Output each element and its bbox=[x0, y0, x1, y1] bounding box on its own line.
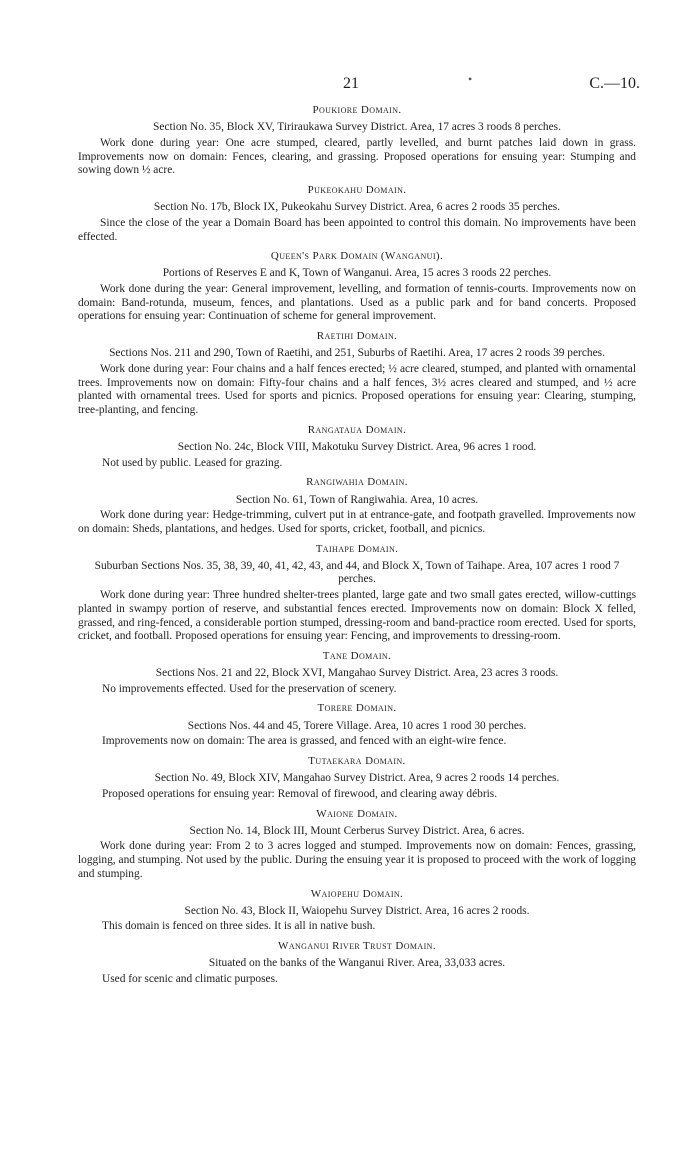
domain-title: Torere Domain. bbox=[317, 702, 397, 715]
section-paragraph: Since the close of the year a Domain Board has been appointed to control this domain. No improvements have been effected. bbox=[78, 216, 636, 243]
domain-section bbox=[78, 330, 636, 418]
page-number: 21 bbox=[343, 75, 359, 92]
domain-title: Tane Domain. bbox=[322, 649, 392, 662]
section-description: Sections Nos. 21 and 22, Block XVI, Mangahao Survey District. Area, 23 acres 3 roods. bbox=[155, 667, 559, 680]
section-description: Section No. 43, Block II, Waiopehu Survey District. Area, 16 acres 2 roods. bbox=[184, 904, 530, 917]
section-paragraph: This domain is fenced on three sides. It is all in native bush. bbox=[102, 920, 376, 933]
domain-section bbox=[78, 104, 636, 178]
page-header bbox=[0, 74, 700, 94]
section-paragraph: Improvements now on domain: The area is grassed, and fenced with an eight-wire fence. bbox=[102, 735, 507, 748]
section-description: Sections Nos. 44 and 45, Torere Village. Area, 10 acres 1 rood 30 perches. bbox=[187, 719, 527, 732]
domain-section bbox=[78, 755, 636, 802]
section-paragraph: Work done during year: One acre stumped, cleared, partly levelled, and burnt patches laid down in grass. Improvements now on domain: Fences, clearing, and grassing. Proposed operations for ensuing year: Stumping and sowing down ½ acre. bbox=[78, 136, 636, 177]
domain-section bbox=[78, 476, 636, 536]
document-body bbox=[78, 104, 636, 993]
domain-title: Rangiwahia Domain. bbox=[306, 476, 408, 489]
domain-title: Wanganui River Trust Domain. bbox=[278, 940, 436, 953]
domain-title: Queen's Park Domain (Wanganui). bbox=[270, 250, 444, 263]
section-paragraph: Used for scenic and climatic purposes. bbox=[102, 972, 278, 985]
domain-section bbox=[78, 650, 636, 697]
domain-title: Waione Domain. bbox=[316, 807, 398, 820]
section-paragraph: Not used by public. Leased for grazing. bbox=[102, 456, 283, 469]
domain-section bbox=[78, 250, 636, 324]
domain-section bbox=[78, 543, 636, 644]
section-description: Section No. 61, Town of Rangiwahia. Area, 10 acres. bbox=[235, 493, 479, 506]
section-description: Section No. 14, Block III, Mount Cerberus Survey District. Area, 6 acres. bbox=[189, 824, 525, 837]
section-description: Section No. 17b, Block IX, Pukeokahu Survey District. Area, 6 acres 2 roods 35 perches. bbox=[153, 201, 561, 214]
domain-title: Tutaekara Domain. bbox=[308, 755, 406, 767]
domain-section bbox=[78, 702, 636, 749]
domain-title: Waiopehu Domain. bbox=[310, 887, 404, 900]
domain-section bbox=[78, 424, 636, 471]
section-description: Section No. 49, Block XIV, Mangahao Survey District. Area, 9 acres 2 roods 14 perches. bbox=[154, 772, 560, 785]
domain-section bbox=[78, 888, 636, 935]
domain-title: Poukiore Domain. bbox=[312, 104, 402, 116]
document-code: C.—10. bbox=[589, 75, 640, 92]
section-description: Sections Nos. 211 and 290, Town of Raetihi, and 251, Suburbs of Raetihi. Area, 17 acres 2 roods 39 perches. bbox=[109, 347, 605, 360]
section-paragraph: Proposed operations for ensuing year: Removal of firewood, and clearing away débris. bbox=[102, 787, 498, 800]
section-description: Portions of Reserves E and K, Town of Wanganui. Area, 15 acres 3 roods 22 perches. bbox=[162, 267, 552, 280]
section-description: Section No. 35, Block XV, Tiriraukawa Survey District. Area, 17 acres 3 roods 8 perches. bbox=[153, 121, 561, 134]
section-paragraph: Work done during year: Hedge-trimming, culvert put in at entrance-gate, and footpath gravelled. Improvements now on domain: Sheds, plantations, and hedges. Used for sports, cricket, football, and picnics. bbox=[78, 509, 636, 535]
domain-title: Rangataua Domain. bbox=[307, 423, 407, 436]
section-paragraph: No improvements effected. Used for the preservation of scenery. bbox=[102, 682, 397, 695]
domain-title: Pukeokahu Domain. bbox=[307, 183, 407, 196]
section-paragraph: Work done during year: Three hundred shelter-trees planted, large gate and two small gates erected, willow-cuttings planted in swampy portion of reserve, and substantial fences erected. Improvements now on domain: Block X felled, grassed, and ring-fenced, a considerable portion stumped, dressing-room and band-practice room erected. Used for sports, cricket, and football. Proposed operations for ensuing year: Fencing, and improvements to dressing-room. bbox=[78, 589, 636, 643]
domain-title: Taihape Domain. bbox=[315, 542, 399, 555]
stray-dot: • bbox=[468, 72, 473, 86]
domain-title: Raetihi Domain. bbox=[316, 330, 398, 343]
section-description: Section No. 24c, Block VIII, Makotuku Survey District. Area, 96 acres 1 rood. bbox=[177, 440, 537, 453]
domain-section bbox=[78, 808, 636, 882]
section-paragraph: Work done during year: From 2 to 3 acres logged and stumped. Improvements now on domain: Fences, grassing, logging, and stumping. Not used by the public. During the ensuing year it is proposed to proceed with the work of logging and stumping. bbox=[78, 840, 636, 880]
section-description: Situated on the banks of the Wanganui River. Area, 33,033 acres. bbox=[208, 957, 506, 970]
section-description: Suburban Sections Nos. 35, 38, 39, 40, 41, 42, 43, and 44, and Block X, Town of Taihape. Area, 107 acres 1 rood 7 perches. bbox=[94, 559, 620, 586]
section-paragraph: Work done during the year: General improvement, levelling, and formation of tennis-courts. Improvements now on domain: Band-rotunda, museum, fences, and plantations. Used as a public park and for band concerts. Proposed operations for ensuing year: Continuation of scheme for general improvement. bbox=[78, 283, 636, 323]
section-paragraph: Work done during year: Four chains and a half fences erected; ½ acre cleared, stumped, and planted with ornamental trees. Improvements now on domain: Fifty-four chains and a half fences, 3½ acres cleared and stumped, and ½ acre planted with ornamental trees. Used for sports and picnics. Proposed operations for ensuing year: Clearing, stumping, tree-planting, and fencing. bbox=[78, 363, 636, 417]
domain-section bbox=[78, 184, 636, 244]
domain-section bbox=[78, 940, 636, 987]
